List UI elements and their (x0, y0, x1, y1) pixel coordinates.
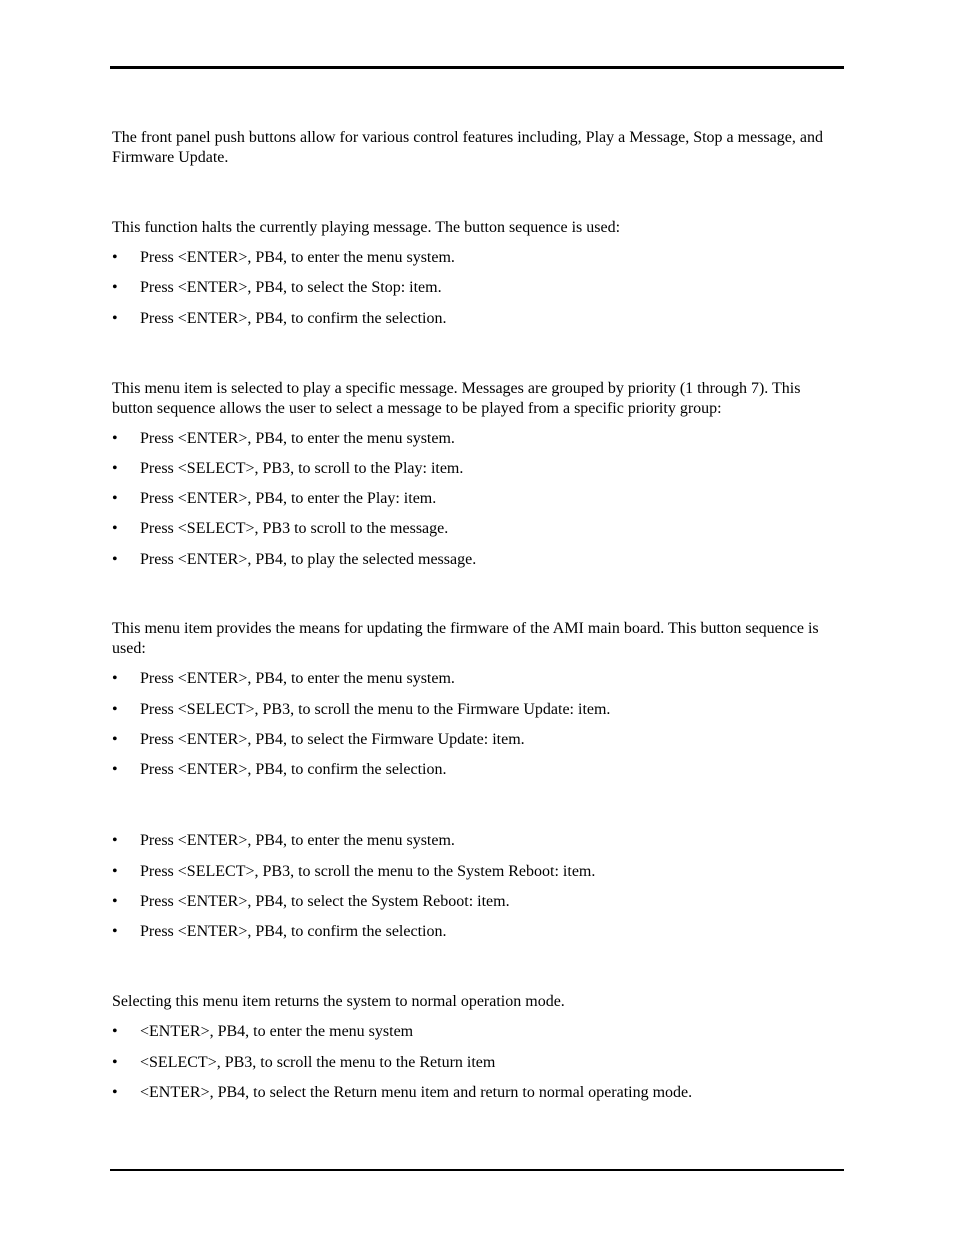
list-item: • Press <SELECT>, PB3, to scroll the menu to the Firmware Update: item. (112, 701, 611, 718)
list-item: • Press <ENTER>, PB4, to confirm the selection. (112, 923, 447, 940)
list-item: • Press <ENTER>, PB4, to confirm the selection. (112, 310, 447, 327)
list-item: • Press <SELECT>, PB3, to scroll the menu to the System Reboot: item. (112, 863, 596, 880)
bullet-icon: • (112, 1023, 118, 1040)
intro-paragraph: The front panel push buttons allow for various control features including, Play a Message, Stop a message, and Firmware Update. (112, 129, 823, 166)
list-item: • Press <ENTER>, PB4, to select the System Reboot: item. (112, 893, 510, 910)
list-item: • Press <ENTER>, PB4, to enter the menu system. (112, 249, 455, 266)
header-rule (110, 66, 844, 69)
bullet-icon: • (112, 310, 118, 327)
bullet-icon: • (112, 761, 118, 778)
bullet-icon: • (112, 1054, 118, 1071)
list-item: • Press <SELECT>, PB3, to scroll to the Play: item. (112, 460, 464, 477)
bullet-icon: • (112, 863, 118, 880)
list-item: • <ENTER>, PB4, to enter the menu system (112, 1023, 414, 1040)
list-item: • Press <ENTER>, PB4, to enter the menu system. (112, 430, 455, 447)
list-item: • <SELECT>, PB3, to scroll the menu to the Return item (112, 1054, 496, 1071)
footer-rule (110, 1169, 844, 1171)
stop-section-paragraph: This function halts the currently playing message. The button sequence is used: (112, 219, 621, 236)
bullet-icon: • (112, 923, 118, 940)
bullet-icon: • (112, 551, 118, 568)
list-item: • Press <ENTER>, PB4, to enter the menu system. (112, 832, 455, 849)
bullet-icon: • (112, 249, 118, 266)
return-section-paragraph: Selecting this menu item returns the system to normal operation mode. (112, 993, 565, 1010)
play-section-paragraph: This menu item is selected to play a specific message. Messages are grouped by priority (1 through 7). This button sequence allows the user to select a message to be played from a specific priority group: (112, 380, 801, 417)
bullet-icon: • (112, 832, 118, 849)
list-item: • Press <SELECT>, PB3 to scroll to the message. (112, 520, 449, 537)
list-item: • Press <ENTER>, PB4, to select the Stop: item. (112, 279, 442, 296)
list-item: • Press <ENTER>, PB4, to enter the menu system. (112, 670, 455, 687)
list-item: • Press <ENTER>, PB4, to enter the Play: item. (112, 490, 437, 507)
bullet-icon: • (112, 460, 118, 477)
bullet-icon: • (112, 1084, 118, 1101)
list-item: • Press <ENTER>, PB4, to play the selected message. (112, 551, 477, 568)
bullet-icon: • (112, 520, 118, 537)
bullet-icon: • (112, 893, 118, 910)
bullet-icon: • (112, 670, 118, 687)
list-item: • Press <ENTER>, PB4, to select the Firmware Update: item. (112, 731, 525, 748)
bullet-icon: • (112, 731, 118, 748)
list-item: • <ENTER>, PB4, to select the Return menu item and return to normal operating mode. (112, 1084, 693, 1101)
firmware-section-paragraph: This menu item provides the means for updating the firmware of the AMI main board. This button sequence is used: (112, 620, 819, 657)
list-item: • Press <ENTER>, PB4, to confirm the selection. (112, 761, 447, 778)
bullet-icon: • (112, 279, 118, 296)
bullet-icon: • (112, 490, 118, 507)
bullet-icon: • (112, 430, 118, 447)
bullet-icon: • (112, 701, 118, 718)
